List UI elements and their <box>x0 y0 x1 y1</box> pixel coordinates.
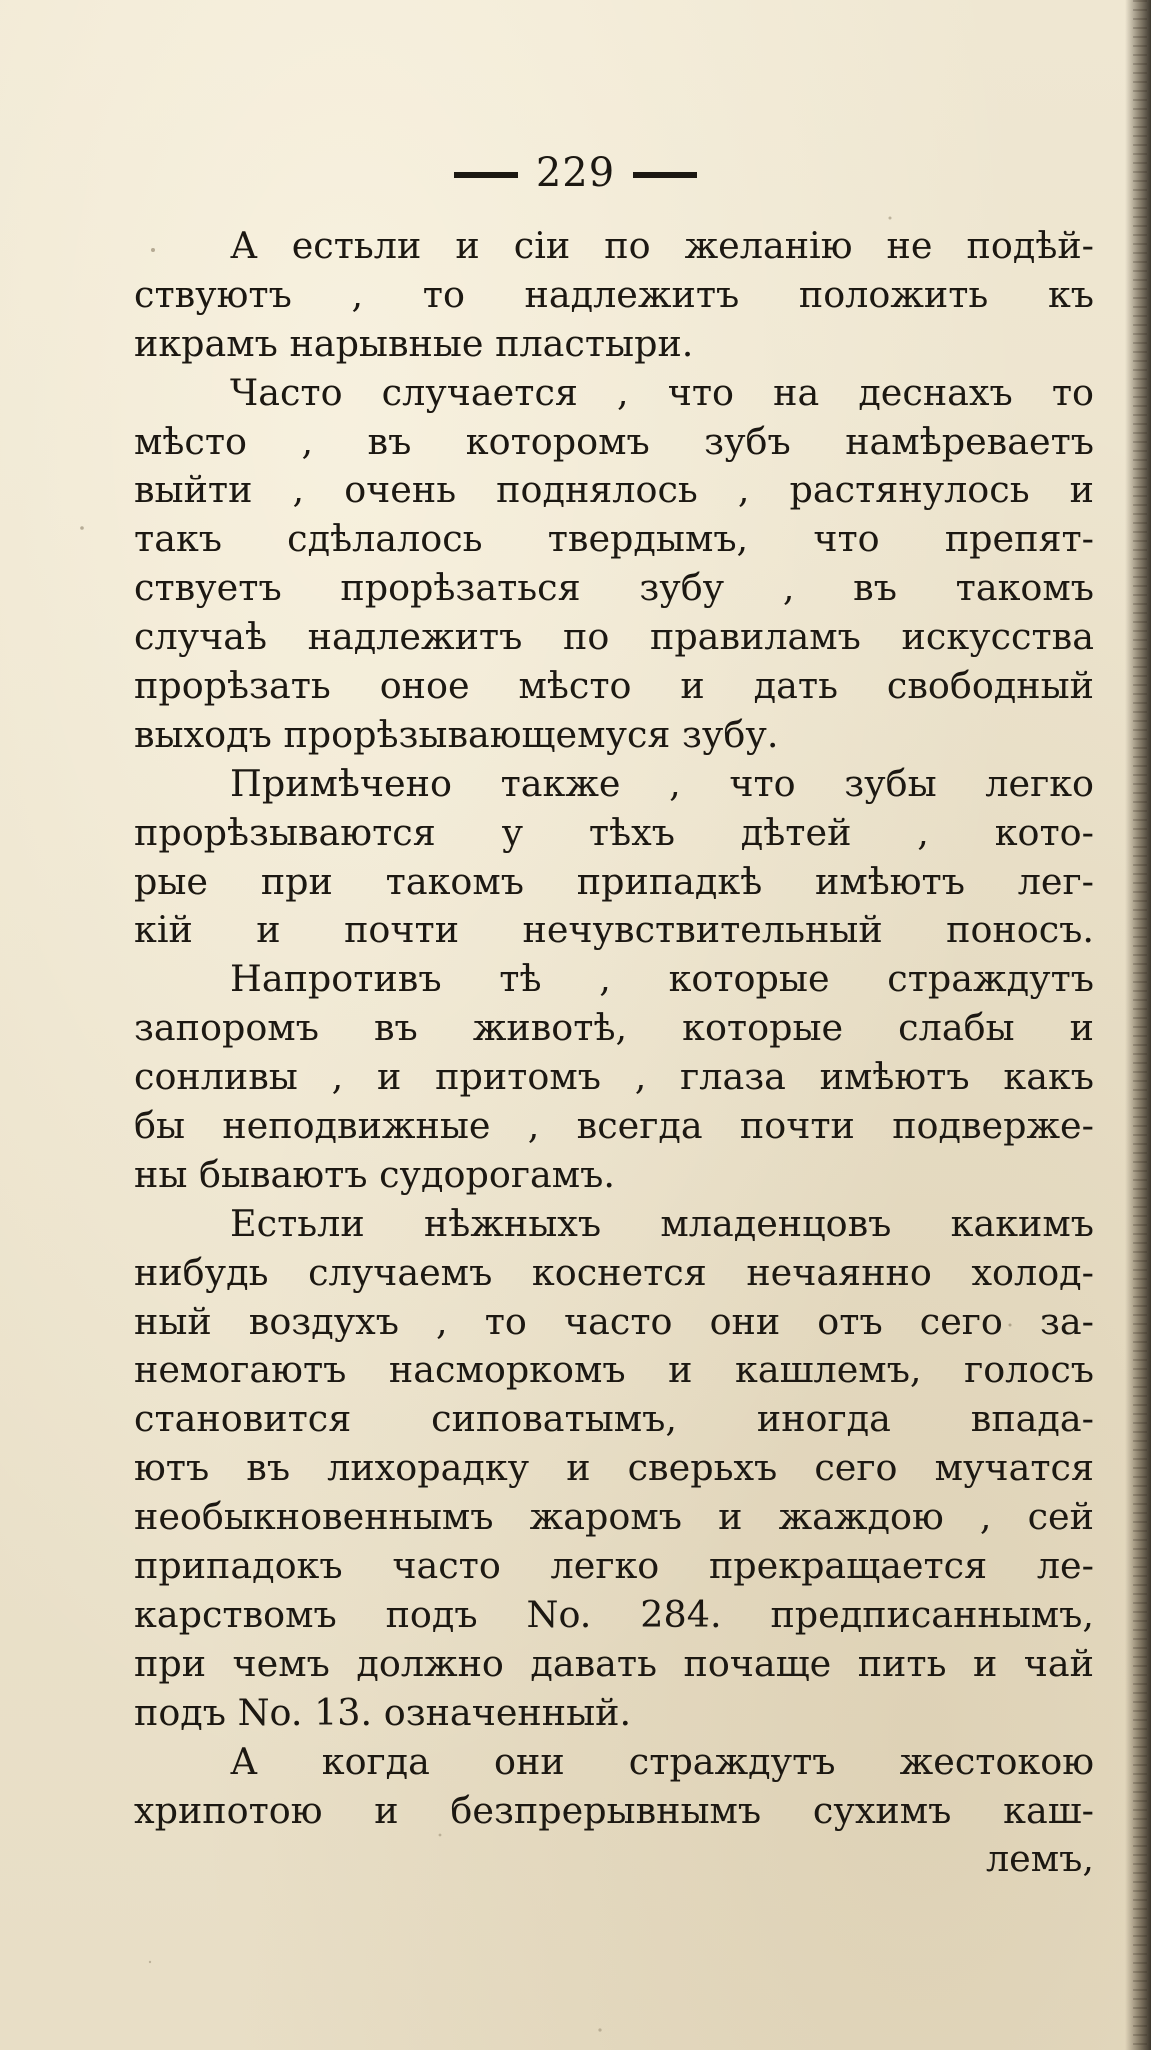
header-dash-left <box>454 172 518 178</box>
text-line: Примѣчено также , что зубы легко <box>230 761 1094 805</box>
text-line: А когда они страждутъ жестокою <box>230 1739 1094 1783</box>
text-line: ны бываютъ судорогамъ. <box>134 1152 615 1196</box>
text-line: хрипотою и безпрерывнымъ сухимъ каш- <box>134 1788 1094 1832</box>
text-line: карствомъ подъ No. 284. предписаннымъ, <box>134 1592 1094 1636</box>
page-number: 229 <box>535 150 616 196</box>
text-line: ствуютъ , то надлежитъ положить къ <box>134 272 1094 316</box>
text-line: мѣсто , въ которомъ зубъ намѣреваетъ <box>134 419 1094 463</box>
text-line: такъ сдѣлалось твердымъ, что препят- <box>134 517 1094 561</box>
text-line: кій и почти нечувствительный поносъ. <box>134 908 1094 952</box>
text-line: сонливы , и притомъ , глаза имѣютъ какъ <box>134 1055 1094 1099</box>
text-line: Напротивъ тѣ , которые страждутъ <box>230 957 1094 1001</box>
text-line: икрамъ нарывные пластыри. <box>134 321 694 365</box>
text-line: выйти , очень поднялось , растянулось и <box>134 468 1094 512</box>
text-line: запоромъ въ животѣ, которые слабы и <box>134 1006 1094 1050</box>
text-line: Естьли нѣжныхъ младенцовъ какимъ <box>230 1201 1094 1245</box>
page-body <box>134 222 1094 1884</box>
text-line: ствуетъ прорѣзаться зубу , въ такомъ <box>134 566 1094 610</box>
header-dash-right <box>633 172 697 178</box>
text-line: необыкновеннымъ жаромъ и жаждою , сей <box>134 1495 1094 1539</box>
text-line: подъ No. 13. означенный. <box>134 1690 632 1734</box>
text-line: припадокъ часто легко прекращается ле- <box>134 1544 1094 1588</box>
text-line: рые при такомъ припадкѣ имѣютъ лег- <box>134 859 1094 903</box>
page-header <box>0 145 1151 201</box>
text-line: ный воздухъ , то часто они отъ сего за- <box>134 1299 1094 1343</box>
text-line: становится сиповатымъ, иногда впада- <box>134 1397 1094 1441</box>
catchword: лемъ, <box>985 1837 1094 1881</box>
text-line: ютъ въ лихорадку и сверьхъ сего мучатся <box>134 1446 1094 1490</box>
text-line: нибудь случаемъ коснется нечаянно холод- <box>134 1250 1094 1294</box>
text-line: выходъ прорѣзывающемуся зубу. <box>134 712 779 756</box>
text-line: при чемъ должно давать почаще пить и чай <box>134 1641 1094 1685</box>
text-line: немогаютъ насморкомъ и кашлемъ, голосъ <box>134 1348 1094 1392</box>
text-line: прорѣзать оное мѣсто и дать свободный <box>134 664 1094 708</box>
text-line: прорѣзываются у тѣхъ дѣтей , кото- <box>134 810 1094 854</box>
text-line: Часто случается , что на деснахъ то <box>230 370 1094 414</box>
text-line: бы неподвижные , всегда почти подверже- <box>134 1104 1094 1148</box>
text-line: А естьли и сіи по желанію не подѣй- <box>230 224 1094 267</box>
text-line: случаѣ надлежитъ по правиламъ искусства <box>134 615 1094 659</box>
